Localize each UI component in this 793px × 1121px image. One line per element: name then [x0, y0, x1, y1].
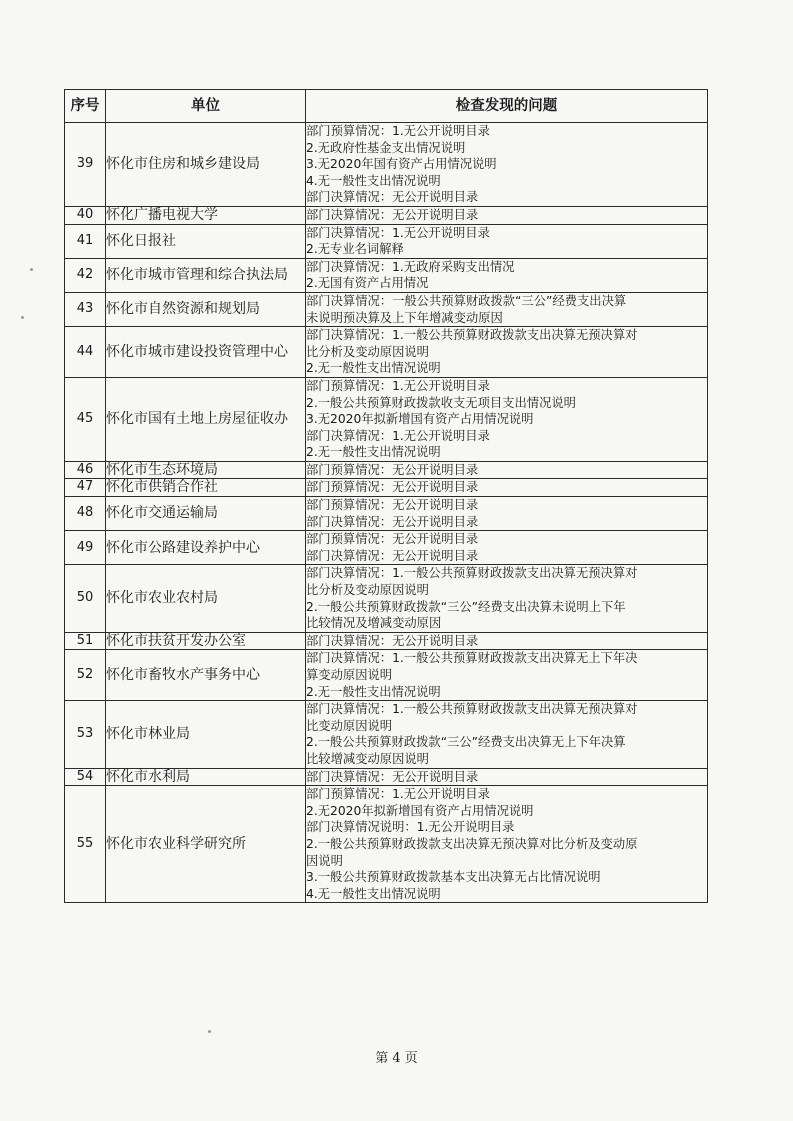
issue-line: 算变动原因说明	[306, 668, 393, 682]
unit-name: 怀化市生态环境局	[106, 461, 306, 479]
issue-line: 部门预算情况：无公开说明目录	[306, 498, 479, 513]
unit-name: 怀化市国有土地上房屋征收办	[106, 377, 306, 461]
table-row	[65, 632, 708, 650]
unit-name: 怀化日报社	[106, 224, 306, 258]
issue-cell	[306, 123, 708, 207]
issue-line: 3.一般公共预算财政拨款基本支出决算无占比情况说明	[306, 870, 601, 885]
unit-name: 怀化市公路建设养护中心	[106, 531, 306, 565]
row-number: 49	[65, 531, 106, 565]
issue-line: 2.无一般性支出情况说明	[306, 445, 441, 460]
issue-line: 比变动原因说明	[306, 718, 393, 733]
issue-cell	[306, 206, 708, 224]
unit-name: 怀化市城市管理和综合执法局	[106, 258, 306, 292]
scan-speck	[30, 268, 33, 271]
table-row	[65, 123, 708, 207]
issue-line: 2.一般公共预算财政拨款“三公”经费支出决算无上下年决算	[306, 735, 626, 750]
issue-line: 2.无2020年拟新增国有资产占用情况说明	[306, 803, 534, 818]
issue-cell	[306, 497, 708, 531]
table-row	[65, 768, 708, 786]
issue-line: 2.无专业名词解释	[306, 242, 404, 257]
issue-cell	[306, 768, 708, 786]
issue-line: 2.无国有资产占用情况	[306, 276, 429, 291]
issue-cell	[306, 650, 708, 701]
table-row	[65, 224, 708, 258]
unit-name: 怀化市农业科学研究所	[106, 786, 306, 903]
table-row	[65, 327, 708, 378]
issue-line: 部门决算情况：1.一般公共预算财政拨款支出决算无预决算对	[306, 566, 638, 581]
issue-cell	[306, 292, 708, 326]
unit-name: 怀化市自然资源和规划局	[106, 292, 306, 326]
row-number: 52	[65, 650, 106, 701]
unit-name: 怀化市交通运输局	[106, 497, 306, 531]
issue-cell	[306, 377, 708, 461]
table-header-row	[65, 90, 708, 123]
issue-cell	[306, 461, 708, 479]
issue-line: 部门决算情况：无公开说明目录	[306, 769, 479, 784]
unit-name: 怀化市农业农村局	[106, 565, 306, 632]
row-number: 47	[65, 479, 106, 497]
issue-line: 部门决算情况：无公开说明目录	[306, 514, 479, 529]
unit-name: 怀化市畜牧水产事务中心	[106, 650, 306, 701]
issue-line: 部门决算情况：1.一般公共预算财政拨款支出决算无预决算对	[306, 702, 638, 717]
issue-line: 部门决算情况：一般公共预算财政拨款“三公”经费支出决算	[306, 293, 627, 308]
issue-line: 部门预算情况：无公开说明目录	[306, 480, 479, 495]
inspection-table	[64, 89, 708, 903]
issue-line: 3.无2020年国有资产占用情况说明	[306, 157, 497, 172]
row-number: 50	[65, 565, 106, 632]
header-no: 序号	[65, 90, 106, 123]
issue-cell	[306, 632, 708, 650]
row-number: 44	[65, 327, 106, 378]
issue-line: 2.一般公共预算财政拨款支出决算无预决算对比分析及变动原	[306, 836, 638, 851]
issue-line: 2.无一般性支出情况说明	[306, 684, 441, 699]
issue-cell	[306, 565, 708, 632]
issue-line: 部门决算情况：1.一般公共预算财政拨款支出决算无预决算对	[306, 328, 638, 343]
table-row	[65, 565, 708, 632]
issue-line: 部门预算情况：无公开说明目录	[306, 532, 479, 547]
issue-cell	[306, 479, 708, 497]
issue-line: 部门决算情况：无公开说明目录	[306, 207, 479, 222]
issue-line: 4.无一般性支出情况说明	[306, 173, 441, 188]
issue-line: 部门预算情况：无公开说明目录	[306, 462, 479, 477]
issue-line: 2.无一般性支出情况说明	[306, 361, 441, 376]
issue-cell	[306, 531, 708, 565]
row-number: 53	[65, 701, 106, 768]
page-number: 第 4 页	[375, 1051, 418, 1066]
issue-line: 未说明预决算及上下年增减变动原因	[306, 310, 503, 325]
issue-line: 部门决算情况：无公开说明目录	[306, 548, 479, 563]
row-number: 54	[65, 768, 106, 786]
table-row	[65, 497, 708, 531]
row-number: 41	[65, 224, 106, 258]
issue-line: 部门决算情况：无公开说明目录	[306, 190, 479, 205]
issue-line: 2.无政府性基金支出情况说明	[306, 140, 466, 155]
issue-line: 因说明	[306, 853, 343, 868]
table-row	[65, 206, 708, 224]
issue-line: 比较情况及增减变动原因	[306, 616, 442, 631]
table-row	[65, 292, 708, 326]
issue-line: 比分析及变动原因说明	[306, 344, 429, 359]
issue-line: 部门决算情况：1.无公开说明目录	[306, 428, 490, 443]
issue-line: 比分析及变动原因说明	[306, 583, 429, 598]
table-row	[65, 701, 708, 768]
scan-speck	[21, 316, 24, 319]
issue-line: 部门决算情况：无公开说明目录	[306, 633, 479, 648]
unit-name: 怀化市住房和城乡建设局	[106, 123, 306, 207]
unit-name: 怀化广播电视大学	[106, 206, 306, 224]
table-row	[65, 377, 708, 461]
issue-cell	[306, 327, 708, 378]
issue-cell	[306, 258, 708, 292]
issue-cell	[306, 224, 708, 258]
unit-name: 怀化市供销合作社	[106, 479, 306, 497]
issue-cell	[306, 786, 708, 903]
issue-line: 部门决算情况：1.无公开说明目录	[306, 225, 490, 240]
table-row	[65, 786, 708, 903]
table-row	[65, 650, 708, 701]
table-row	[65, 479, 708, 497]
row-number: 51	[65, 632, 106, 650]
issue-line: 比较增减变动原因说明	[306, 751, 429, 766]
issue-line: 部门决算情况：1.无政府采购支出情况	[306, 259, 515, 274]
issue-line: 2.一般公共预算财政拨款“三公”经费支出决算未说明上下年	[306, 599, 626, 614]
document-page	[64, 89, 707, 903]
table-row	[65, 531, 708, 565]
unit-name: 怀化市林业局	[106, 701, 306, 768]
issue-line: 部门预算情况：1.无公开说明目录	[306, 787, 490, 802]
table-row	[65, 258, 708, 292]
header-unit: 单位	[106, 90, 306, 123]
issue-line: 部门预算情况：1.无公开说明目录	[306, 124, 490, 138]
table-row	[65, 461, 708, 479]
unit-name: 怀化市城市建设投资管理中心	[106, 327, 306, 378]
table-body	[65, 123, 708, 903]
row-number: 46	[65, 461, 106, 479]
issue-line: 部门决算情况说明：1.无公开说明目录	[306, 820, 515, 835]
row-number: 42	[65, 258, 106, 292]
row-number: 45	[65, 377, 106, 461]
issue-cell	[306, 701, 708, 768]
row-number: 40	[65, 206, 106, 224]
issue-line: 部门预算情况：1.无公开说明目录	[306, 378, 490, 393]
header-issues: 检查发现的问题	[306, 90, 708, 123]
unit-name: 怀化市扶贫开发办公室	[106, 632, 306, 650]
issue-line: 4.无一般性支出情况说明	[306, 886, 441, 901]
row-number: 43	[65, 292, 106, 326]
issue-line: 3.无2020年拟新增国有资产占用情况说明	[306, 412, 534, 427]
unit-name: 怀化市水利局	[106, 768, 306, 786]
scan-speck	[208, 1030, 211, 1033]
row-number: 55	[65, 786, 106, 903]
row-number: 39	[65, 123, 106, 207]
row-number: 48	[65, 497, 106, 531]
issue-line: 部门决算情况：1.一般公共预算财政拨款支出决算无上下年决	[306, 651, 638, 666]
issue-line: 2.一般公共预算财政拨款收支无项目支出情况说明	[306, 395, 576, 410]
